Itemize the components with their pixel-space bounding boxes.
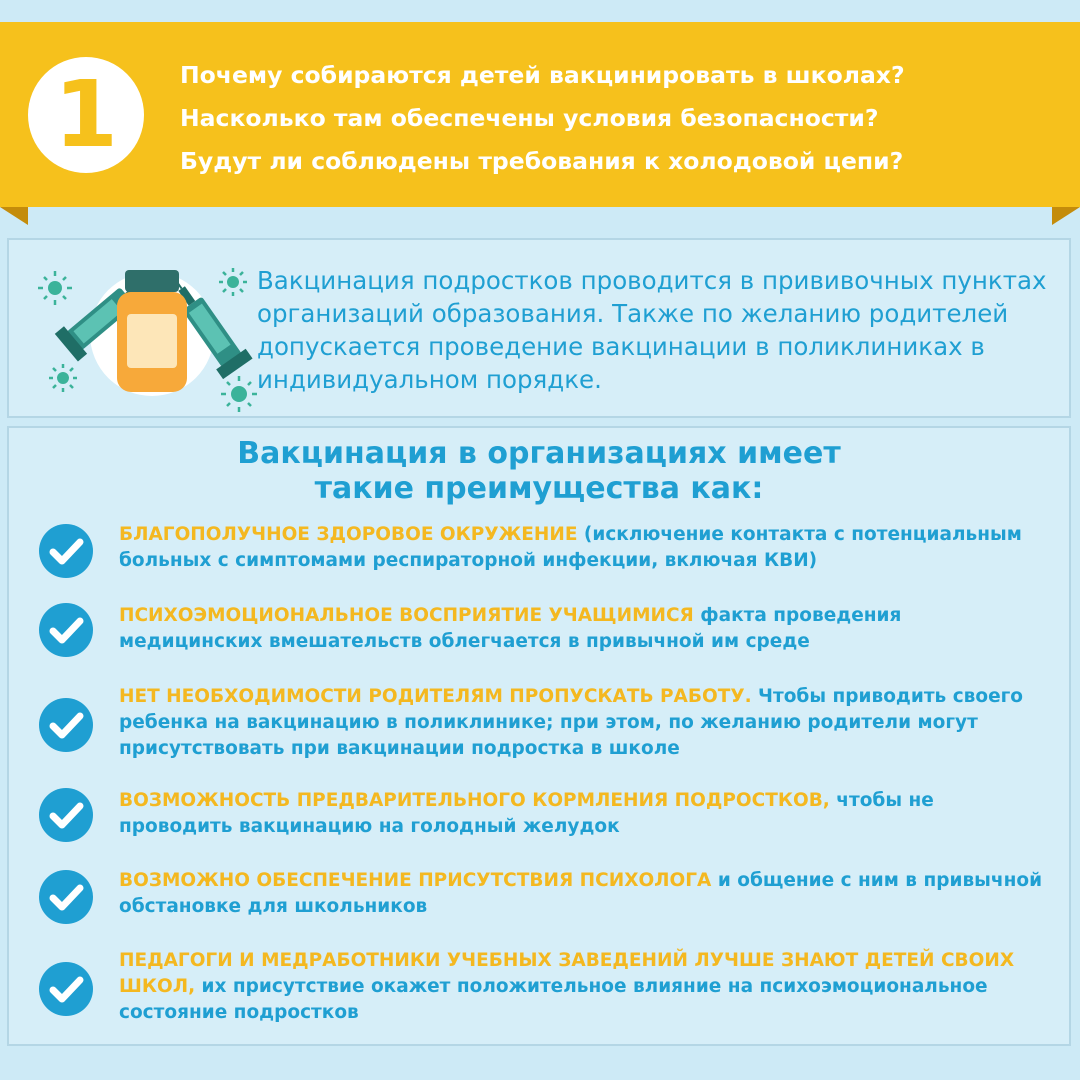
step-number: 1 bbox=[53, 61, 118, 168]
benefit-text bbox=[119, 788, 1049, 840]
vial-icon bbox=[117, 270, 187, 392]
header-question-2: Насколько там обеспечены условия безопасности? bbox=[180, 104, 879, 132]
benefit-text bbox=[119, 868, 1049, 920]
virus-icon bbox=[221, 376, 257, 412]
vaccine-illustration bbox=[37, 252, 257, 412]
benefits-panel bbox=[7, 426, 1071, 1046]
benefits-title-line-2: такие преимущества как: bbox=[314, 471, 764, 506]
benefit-description: чтобы не проводить вакцинацию на голодный желудок bbox=[119, 790, 934, 837]
header-question-3: Будут ли соблюдены требования к холодовой цепи? bbox=[180, 147, 904, 175]
benefits-list bbox=[9, 428, 1069, 1048]
banner-fold-left bbox=[0, 207, 28, 225]
benefit-text bbox=[119, 603, 1049, 655]
benefits-title-line-1: Вакцинация в организациях имеет bbox=[237, 436, 841, 471]
checkmark-icon bbox=[39, 698, 93, 752]
header-questions bbox=[180, 54, 1060, 183]
benefit-description: их присутствие окажет положительное влияние на психоэмоциональное состояние подростков bbox=[119, 976, 988, 1023]
virus-icon bbox=[49, 364, 77, 392]
benefit-highlight: БЛАГОПОЛУЧНОЕ ЗДОРОВОЕ ОКРУЖЕНИЕ bbox=[119, 524, 578, 545]
benefit-text bbox=[119, 522, 1049, 574]
benefit-highlight: ВОЗМОЖНО ОБЕСПЕЧЕНИЕ ПРИСУТСТВИЯ ПСИХОЛОГА bbox=[119, 870, 712, 891]
benefit-description: Чтобы приводить своего ребенка на вакцинацию в поликлинике; при этом, по желанию родители могут присутствовать при вакцинации подростка в школе bbox=[119, 686, 1023, 759]
benefit-description: (исключение контакта с потенциальным больных с симптомами респираторной инфекции, включая КВИ) bbox=[119, 524, 1022, 571]
step-number-badge bbox=[28, 57, 144, 173]
virus-icon bbox=[219, 268, 247, 296]
banner-fold-right bbox=[1052, 207, 1080, 225]
checkmark-icon bbox=[39, 788, 93, 842]
checkmark-icon bbox=[39, 870, 93, 924]
benefit-highlight: НЕТ НЕОБХОДИМОСТИ РОДИТЕЛЯМ ПРОПУСКАТЬ РАБОТУ. bbox=[119, 686, 752, 707]
checkmark-icon bbox=[39, 962, 93, 1016]
benefit-highlight: ВОЗМОЖНОСТЬ ПРЕДВАРИТЕЛЬНОГО КОРМЛЕНИЯ ПОДРОСТКОВ, bbox=[119, 790, 830, 811]
header-question-1: Почему собираются детей вакцинировать в школах? bbox=[180, 61, 905, 89]
intro-text: Вакцинация подростков проводится в прививочных пунктах организаций образования. Также по желанию родителей допускается проведение вакцинации в поликлиниках в индивидуальном порядке. bbox=[257, 266, 1047, 394]
intro-panel bbox=[7, 238, 1071, 418]
benefit-description: факта проведения медицинских вмешательств облегчается в привычной им среде bbox=[119, 605, 902, 652]
checkmark-icon bbox=[39, 603, 93, 657]
benefit-highlight: ПСИХОЭМОЦИОНАЛЬНОЕ ВОСПРИЯТИЕ УЧАЩИМИСЯ bbox=[119, 605, 694, 626]
benefit-highlight: ПЕДАГОГИ И МЕДРАБОТНИКИ УЧЕБНЫХ ЗАВЕДЕНИЙ ЛУЧШЕ ЗНАЮТ ДЕТЕЙ СВОИХ ШКОЛ, bbox=[119, 950, 1015, 997]
benefit-text bbox=[119, 948, 1049, 1026]
virus-icon bbox=[38, 271, 72, 305]
benefit-description: и общение с ним в привычной обстановке для школьников bbox=[119, 870, 1043, 917]
checkmark-icon bbox=[39, 524, 93, 578]
benefit-text bbox=[119, 684, 1049, 762]
